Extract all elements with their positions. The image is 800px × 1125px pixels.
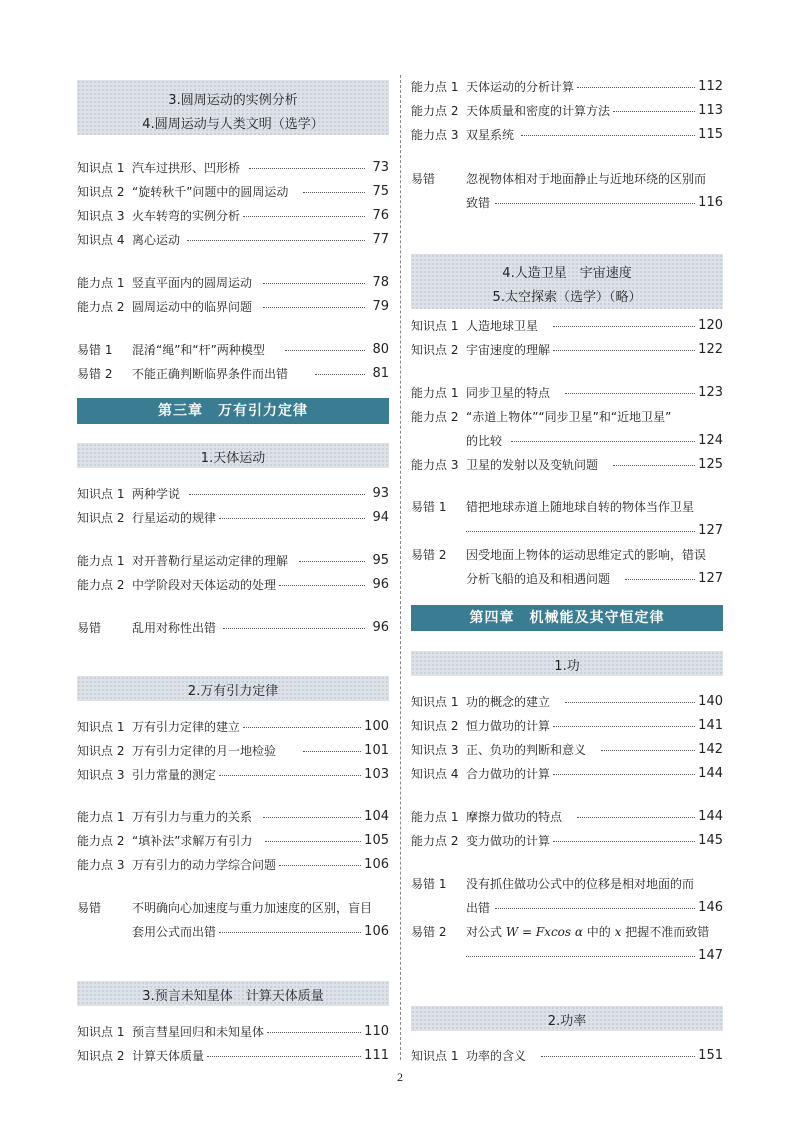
dot-leader [303, 192, 365, 193]
entry-title: 行星运动的规律 [132, 511, 217, 525]
entry-title: “赤道上物体”“同步卫星”和“近地卫星” [466, 410, 672, 424]
dot-leader [249, 168, 365, 169]
entry-label: 知识点 2 [77, 185, 125, 199]
section-title[interactable]: 5.太空探索（选学）（略） [492, 290, 642, 305]
toc-entry[interactable] [411, 124, 723, 146]
page-number: 127 [698, 523, 723, 538]
dot-leader [511, 441, 695, 442]
dot-leader [553, 726, 695, 727]
dot-leader [553, 350, 695, 351]
formula-variable: x [614, 925, 622, 939]
entry-label: 易错 [411, 172, 436, 186]
page-number: 145 [698, 833, 723, 848]
toc-entry[interactable] [77, 157, 389, 179]
section-title[interactable]: 2.万有引力定律 [187, 684, 279, 699]
toc-entry[interactable] [77, 716, 389, 738]
section-title[interactable]: 1.天体运动 [200, 451, 266, 466]
toc-entry[interactable] [411, 100, 723, 122]
section-title[interactable]: 1.功 [554, 659, 580, 674]
toc-entry[interactable] [77, 740, 389, 762]
entry-title: 万有引力定律的建立 [132, 720, 241, 734]
entry-title: 万有引力定律的月一地检验 [132, 744, 277, 758]
entry-title: “填补法”求解万有引力 [132, 834, 253, 848]
toc-entry[interactable] [77, 296, 389, 318]
entry-title-cont: 套用公式而出错 [132, 925, 217, 939]
page-number: 80 [372, 342, 389, 357]
entry-title: 正、负功的判断和意义 [466, 743, 587, 757]
dot-leader [521, 135, 695, 136]
entry-label: 能力点 1 [411, 80, 459, 94]
entry-label: 易错 1 [77, 343, 113, 357]
page-number: 144 [698, 809, 723, 824]
entry-title-cont: 的比较 [466, 434, 503, 448]
dot-leader [613, 111, 695, 112]
toc-entry[interactable] [77, 339, 389, 361]
entry-label: 能力点 1 [77, 276, 125, 290]
page-number: 96 [372, 577, 389, 592]
section-title[interactable]: 4.人造卫星 宇宙速度 [502, 266, 632, 281]
toc-entry[interactable] [77, 1021, 389, 1043]
entry-title: 计算天体质量 [132, 1049, 205, 1063]
entry-title: 功率的含义 [466, 1049, 527, 1063]
entry-label: 知识点 1 [77, 1025, 125, 1039]
toc-entry[interactable] [77, 181, 389, 203]
dot-leader [219, 518, 365, 519]
dot-leader [625, 579, 695, 580]
toc-entry[interactable] [411, 454, 723, 476]
entry-title: 火车转弯的实例分析 [132, 209, 241, 223]
page-number: 146 [698, 900, 723, 915]
page-number: 123 [698, 385, 723, 400]
entry-label: 知识点 1 [77, 161, 125, 175]
entry-title: 混淆“绳”和“杆”两种模型 [132, 343, 265, 357]
entry-label: 能力点 1 [77, 810, 125, 824]
toc-entry[interactable] [77, 897, 389, 943]
entry-label: 能力点 2 [411, 104, 459, 118]
page-footer-number: 2 [397, 1070, 403, 1084]
dot-leader [315, 374, 365, 375]
page-number: 76 [372, 208, 389, 223]
entry-title: 因受地面上物体的运动思维定式的影响，错误 [466, 548, 707, 562]
entry-title: 摩擦力做功的特点 [466, 810, 563, 824]
entry-label: 能力点 2 [77, 578, 125, 592]
toc-entry[interactable] [77, 574, 389, 596]
entry-title: 乱用对称性出错 [132, 621, 217, 635]
toc-entry[interactable] [77, 483, 389, 505]
entry-title: 两种学说 [132, 487, 181, 501]
page-number: 93 [372, 486, 389, 501]
entry-title: 天体质量和密度的计算方法 [466, 104, 611, 118]
entry-label: 知识点 1 [411, 1049, 459, 1063]
entry-label: 能力点 1 [411, 386, 459, 400]
dot-leader [219, 775, 361, 776]
entry-label: 易错 2 [77, 367, 113, 381]
entry-label: 知识点 2 [77, 744, 125, 758]
toc-entry[interactable] [77, 205, 389, 227]
entry-title: 对开普勒行星运动定律的理解 [132, 554, 289, 568]
page-number: 105 [364, 833, 389, 848]
page-number: 101 [364, 743, 389, 758]
dot-leader [189, 494, 365, 495]
formula: W = Fxcos α [505, 925, 583, 939]
toc-entry[interactable] [411, 830, 723, 852]
page-number: 77 [372, 232, 389, 247]
dot-leader [265, 841, 361, 842]
entry-title: 万有引力的动力学综合问题 [132, 858, 277, 872]
page-number: 104 [364, 809, 389, 824]
entry-label: 易错 2 [411, 548, 447, 562]
page-number: 144 [698, 766, 723, 781]
entry-title [466, 921, 709, 943]
dot-leader [279, 585, 365, 586]
entry-label: 能力点 3 [77, 858, 125, 872]
entry-title: “旋转秋千”问题中的圆周运动 [132, 185, 289, 199]
entry-title-cont: 分析飞船的追及和相遇问题 [466, 572, 611, 586]
entry-label: 能力点 3 [411, 128, 459, 142]
dot-leader [219, 932, 361, 933]
page-number: 94 [372, 510, 389, 525]
entry-label: 知识点 2 [77, 1049, 125, 1063]
entry-label: 知识点 2 [411, 343, 459, 357]
dot-leader [303, 751, 361, 752]
toc-entry[interactable] [77, 363, 389, 385]
toc-entry[interactable] [411, 691, 723, 713]
entry-title: 宇宙速度的理解 [466, 343, 551, 357]
dot-leader [223, 628, 365, 629]
page-number: 103 [364, 767, 389, 782]
toc-entry[interactable] [411, 921, 723, 967]
entry-title: 天体运动的分析计算 [466, 80, 575, 94]
entry-title: 同步卫星的特点 [466, 386, 551, 400]
entry-label: 易错 2 [411, 925, 447, 939]
toc-entry[interactable] [77, 507, 389, 529]
page-number: 73 [372, 160, 389, 175]
page-number: 125 [698, 457, 723, 472]
section-title[interactable]: 3.圆周运动的实例分析 [168, 93, 298, 108]
toc-entry[interactable] [77, 617, 389, 639]
toc-entry[interactable] [77, 830, 389, 852]
toc-entry[interactable] [411, 739, 723, 761]
entry-title: 不明确向心加速度与重力加速度的区别，盲目 [132, 901, 373, 915]
section-title[interactable]: 3.预言未知星体 计算天体质量 [142, 989, 324, 1004]
dot-leader [263, 817, 361, 818]
dot-leader [466, 531, 695, 532]
page-number: 115 [698, 127, 723, 142]
dot-leader [613, 465, 695, 466]
toc-entry[interactable] [77, 550, 389, 572]
entry-label: 能力点 2 [411, 410, 459, 424]
entry-title: 竖直平面内的圆周运动 [132, 276, 253, 290]
dot-leader [466, 956, 695, 957]
entry-title: 离心运动 [132, 233, 181, 247]
entry-label: 知识点 2 [77, 511, 125, 525]
dot-leader [495, 908, 695, 909]
entry-title: 引力常量的测定 [132, 768, 217, 782]
entry-title: 合力做功的计算 [466, 767, 551, 781]
column-divider [400, 75, 401, 1060]
entry-label: 知识点 3 [77, 209, 125, 223]
entry-label: 知识点 1 [77, 487, 125, 501]
dot-leader [187, 240, 365, 241]
toc-entry[interactable] [77, 1045, 389, 1067]
page-number: 78 [372, 275, 389, 290]
page-number: 75 [372, 184, 389, 199]
page-number: 79 [372, 299, 389, 314]
dot-leader [577, 87, 695, 88]
dot-leader [263, 283, 365, 284]
toc-entry[interactable] [411, 76, 723, 98]
toc-entry[interactable] [411, 339, 723, 361]
entry-label: 能力点 3 [411, 458, 459, 472]
entry-label: 知识点 1 [77, 720, 125, 734]
page-number: 142 [698, 742, 723, 757]
toc-entry[interactable] [411, 873, 723, 919]
entry-title: 人造地球卫星 [466, 319, 539, 333]
page-number: 110 [364, 1024, 389, 1039]
page-number: 124 [698, 433, 723, 448]
toc-entry[interactable] [411, 168, 723, 214]
entry-label: 能力点 2 [411, 834, 459, 848]
toc-entry[interactable] [77, 764, 389, 786]
page-number: 113 [698, 103, 723, 118]
chapter-heading[interactable]: 第三章 万有引力定律 [77, 398, 389, 424]
dot-leader [263, 307, 365, 308]
entry-title: 变力做功的计算 [466, 834, 551, 848]
section-title[interactable]: 2.功率 [547, 1014, 587, 1029]
page-number: 106 [364, 924, 389, 939]
toc-entry[interactable] [77, 229, 389, 251]
entry-title: 双星系统 [466, 128, 515, 142]
entry-title-cont: 出错 [466, 901, 491, 915]
toc-entry[interactable] [77, 806, 389, 828]
entry-label: 能力点 2 [77, 300, 125, 314]
dot-leader [553, 841, 695, 842]
page-number: 96 [372, 620, 389, 635]
entry-label: 知识点 4 [411, 767, 459, 781]
dot-leader [577, 817, 695, 818]
entry-title: 圆周运动中的临界问题 [132, 300, 253, 314]
entry-title: 不能正确判断临界条件而出错 [132, 367, 289, 381]
entry-title: 汽车过拱形、凹形桥 [132, 161, 241, 175]
toc-entry[interactable] [411, 315, 723, 337]
text-run: 对公式 [466, 925, 506, 939]
toc-entry[interactable] [77, 272, 389, 294]
entry-label: 易错 [77, 621, 102, 635]
toc-entry[interactable] [411, 715, 723, 737]
toc-entry[interactable] [411, 406, 723, 452]
entry-label: 能力点 1 [411, 810, 459, 824]
page-number: 100 [364, 719, 389, 734]
dot-leader [243, 216, 365, 217]
entry-label: 知识点 1 [411, 319, 459, 333]
entry-title: 恒力做功的计算 [466, 719, 551, 733]
dot-leader [565, 393, 695, 394]
entry-title: 万有引力与重力的关系 [132, 810, 253, 824]
dot-leader [299, 561, 365, 562]
dot-leader [243, 727, 361, 728]
page-number: 120 [698, 318, 723, 333]
toc-entry[interactable] [411, 806, 723, 828]
dot-leader [541, 1056, 695, 1057]
entry-label: 易错 [77, 901, 102, 915]
entry-label: 知识点 4 [77, 233, 125, 247]
dot-leader [267, 1032, 361, 1033]
page-number: 111 [364, 1048, 389, 1063]
page-number: 95 [372, 553, 389, 568]
entry-label: 知识点 1 [411, 695, 459, 709]
page-number: 116 [698, 195, 723, 210]
text-run: 把握不准而致错 [621, 925, 710, 939]
toc-entry[interactable] [411, 1045, 723, 1067]
entry-label: 知识点 3 [411, 743, 459, 757]
page-number: 151 [698, 1048, 723, 1063]
toc-entry[interactable] [411, 544, 723, 590]
dot-leader [553, 326, 695, 327]
toc-entry[interactable] [411, 496, 723, 542]
dot-leader [565, 702, 695, 703]
chapter-heading[interactable]: 第四章 机械能及其守恒定律 [411, 605, 723, 631]
entry-title: 忽视物体相对于地面静止与近地环绕的区别而 [466, 172, 707, 186]
page-number: 127 [698, 571, 723, 586]
entry-label: 知识点 3 [77, 768, 125, 782]
entry-label: 易错 1 [411, 500, 447, 514]
page-number: 147 [698, 948, 723, 963]
page-number: 81 [372, 366, 389, 381]
dot-leader [495, 203, 695, 204]
entry-title: 预言彗星回归和未知星体 [132, 1025, 265, 1039]
entry-label: 能力点 1 [77, 554, 125, 568]
entry-label: 知识点 2 [411, 719, 459, 733]
entry-title: 功的概念的建立 [466, 695, 551, 709]
page-number: 106 [364, 857, 389, 872]
text-run: 中的 [582, 925, 615, 939]
entry-title: 卫星的发射以及变轨问题 [466, 458, 599, 472]
entry-title: 中学阶段对天体运动的处理 [132, 578, 277, 592]
entry-label: 能力点 2 [77, 834, 125, 848]
dot-leader [601, 750, 695, 751]
page-number: 122 [698, 342, 723, 357]
entry-title: 错把地球赤道上随地球自转的物体当作卫星 [466, 500, 695, 514]
dot-leader [207, 1056, 361, 1057]
toc-entry[interactable] [411, 382, 723, 404]
entry-title: 没有抓住做功公式中的位移是相对地面的而 [466, 877, 695, 891]
toc-entry[interactable] [77, 854, 389, 876]
dot-leader [285, 350, 365, 351]
dot-leader [279, 865, 361, 866]
page-number: 141 [698, 718, 723, 733]
toc-entry[interactable] [411, 763, 723, 785]
dot-leader [553, 774, 695, 775]
page-number: 140 [698, 694, 723, 709]
entry-label: 易错 1 [411, 877, 447, 891]
page-number: 112 [698, 79, 723, 94]
section-title[interactable]: 4.圆周运动与人类文明（选学） [142, 117, 324, 132]
entry-title-cont: 致错 [466, 196, 491, 210]
